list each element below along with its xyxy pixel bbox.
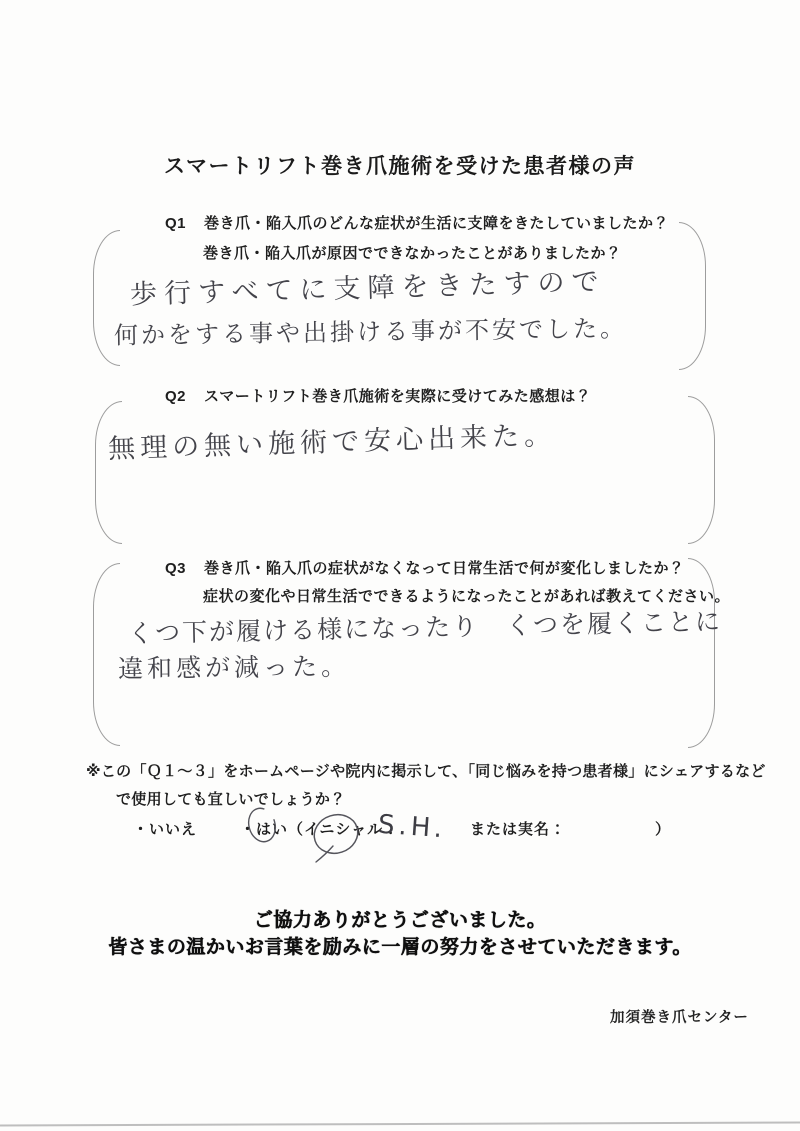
question-2-text: スマートリフト巻き爪施術を実際に受けてみた感想は？ <box>204 388 592 405</box>
consent-line-1: ※この「Ｑ１～３」をホームページや院内に掲示して、「同じ悩みを持つ患者様」にシェアするなど <box>86 763 766 780</box>
consent-line-2: で使用しても宜しいでしょうか？ <box>116 791 346 808</box>
thanks-line-1: ご協力ありがとうございました。 <box>253 910 547 931</box>
scan-edge-line <box>0 1121 800 1126</box>
question-2-label: Q2 <box>165 388 187 405</box>
question-1-line-2: 巻き爪・陥入爪が原因でできなかったことがありましたか？ <box>203 245 622 262</box>
answer-box-3-bracket-right <box>688 558 715 748</box>
answer-box-1-bracket-right <box>679 222 706 370</box>
question-1-label: Q1 <box>165 215 187 232</box>
consent-closing-paren: ） <box>655 821 672 838</box>
question-1-line-1 <box>165 212 669 233</box>
question-1-text: 巻き爪・陥入爪のどんな症状が生活に支障をきたしていましたか？ <box>204 215 670 232</box>
question-3-line-2: 症状の変化や日常生活でできるようになったことがあれば教えてください。 <box>203 588 731 605</box>
question-3-label: Q3 <box>165 560 187 577</box>
consent-option-no: ・いいえ <box>133 821 198 838</box>
handwritten-answer-1-line-2: 何かをする事や出掛ける事が不安でした。 <box>113 314 628 350</box>
handwritten-answer-1-line-1: 歩行すべてに支障をきたすので <box>129 266 606 311</box>
answer-box-3-bracket-left <box>93 563 120 746</box>
consent-realname-label: または実名： <box>470 821 567 838</box>
yes-circle-mark <box>238 796 378 876</box>
answer-box-2-bracket-left <box>95 401 122 544</box>
answer-box-2-bracket-right <box>688 396 715 544</box>
question-3-text: 巻き爪・陥入爪の症状がなくなって日常生活で何が変化しましたか？ <box>204 560 685 577</box>
handwritten-answer-2-line-1: 無理の無い施術で安心出来た。 <box>107 419 557 466</box>
consent-option-yes: ・はい（イニシャル： <box>240 821 400 838</box>
thanks-line-2: 皆さまの温かいお言葉を励みに一層の努力をさせていただきます。 <box>108 937 692 958</box>
handwritten-answer-3-line-2: 違和感が減った。 <box>117 651 351 684</box>
question-3-line-1 <box>165 557 685 578</box>
page-title: スマートリフト巻き爪施術を受けた患者様の声 <box>163 155 637 178</box>
handwritten-answer-3-line-1: くつ下が履ける様になったり くつを履くことに <box>127 606 723 649</box>
question-2-line-1 <box>165 385 591 406</box>
handwritten-initials: S.H. <box>377 809 448 845</box>
clinic-name: 加須巻き爪センター <box>610 1010 749 1026</box>
